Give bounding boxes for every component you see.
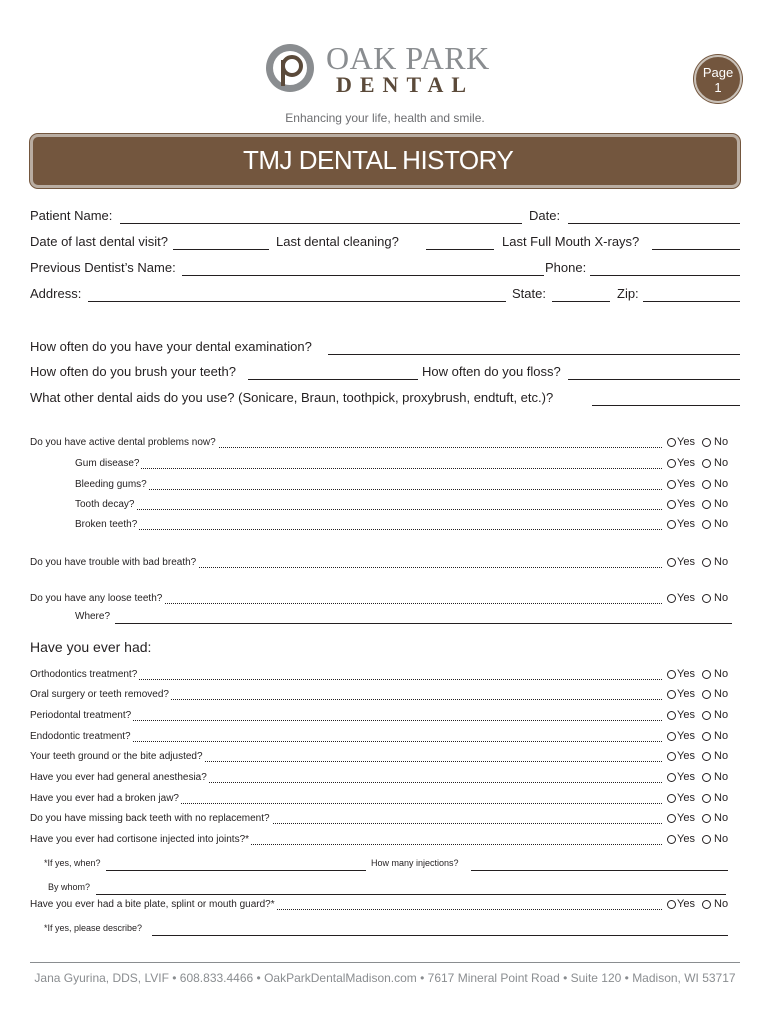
question-text: Do you have active dental problems now? — [30, 437, 216, 448]
no-label: No — [714, 668, 729, 680]
last-visit-label: Date of last dental visit? — [30, 234, 169, 249]
yes-radio[interactable] — [667, 438, 676, 447]
if-yes-when-field[interactable] — [106, 870, 366, 871]
injection-followup-row — [44, 858, 734, 874]
no-radio[interactable] — [702, 558, 711, 567]
no-radio[interactable] — [702, 732, 711, 741]
yes-no-choice — [667, 498, 737, 514]
previous-dentist-label: Previous Dentist’s Name: — [30, 260, 176, 275]
yes-label: Yes — [677, 518, 695, 530]
question-row — [75, 458, 662, 474]
no-radio[interactable] — [702, 520, 711, 529]
patient-name-row — [30, 208, 742, 228]
no-radio[interactable] — [702, 594, 711, 603]
state-label: State: — [512, 286, 546, 301]
last-xrays-label: Last Full Mouth X-rays? — [502, 234, 640, 249]
yes-label: Yes — [677, 668, 695, 680]
no-radio[interactable] — [702, 814, 711, 823]
question-text: Have you ever had general anesthesia? — [30, 772, 207, 783]
question-text: Have you ever had cortisone injected into joints?* — [30, 834, 250, 845]
describe-field[interactable] — [152, 935, 728, 936]
question-row — [30, 557, 662, 573]
yes-radio[interactable] — [667, 500, 676, 509]
state-field[interactable] — [552, 301, 610, 302]
no-radio[interactable] — [702, 480, 711, 489]
no-radio[interactable] — [702, 690, 711, 699]
previous-dentist-row — [30, 260, 742, 280]
yes-no-choice — [667, 436, 737, 452]
footer-contact: Jana Gyurina, DDS, LVIF • 608.833.4466 • OakParkDentalMadison.com • 7617 Mineral Point Road • Suite 120 • Madison, WI 53717 — [34, 971, 736, 985]
yes-radio[interactable] — [667, 520, 676, 529]
by-whom-label: By whom? — [48, 882, 91, 892]
yes-no-choice — [667, 478, 737, 494]
yes-no-choice — [667, 709, 737, 725]
yes-label: Yes — [677, 898, 695, 910]
question-text: Have you ever had a bite plate, splint or mouth guard?* — [30, 899, 275, 910]
question-text: Endodontic treatment? — [30, 731, 131, 742]
question-row — [30, 593, 662, 609]
logo — [264, 40, 524, 100]
yes-radio[interactable] — [667, 814, 676, 823]
no-radio[interactable] — [702, 835, 711, 844]
by-whom-field[interactable] — [96, 894, 726, 895]
if-yes-when-label: *If yes, when? — [44, 858, 101, 868]
visit-dates-row — [30, 234, 742, 254]
leader-dots — [75, 529, 662, 530]
no-label: No — [714, 592, 729, 604]
yes-no-choice — [667, 833, 737, 849]
yes-radio[interactable] — [667, 711, 676, 720]
brush-frequency-label: How often do you brush your teeth? — [30, 364, 236, 379]
yes-label: Yes — [677, 812, 695, 824]
yes-no-choice — [667, 730, 737, 746]
yes-no-choice — [667, 668, 737, 684]
no-radio[interactable] — [702, 670, 711, 679]
logo-text-oak-park: OAK PARK — [326, 40, 490, 76]
page-number-badge — [694, 55, 742, 103]
no-label: No — [714, 709, 729, 721]
no-radio[interactable] — [702, 794, 711, 803]
question-row — [30, 793, 662, 809]
yes-radio[interactable] — [667, 773, 676, 782]
yes-label: Yes — [677, 833, 695, 845]
phone-field[interactable] — [590, 275, 740, 276]
no-label: No — [714, 898, 729, 910]
last-cleaning-field[interactable] — [426, 249, 494, 250]
logo-mark-icon — [264, 42, 316, 94]
address-label: Address: — [30, 286, 82, 301]
question-text: Have you ever had a broken jaw? — [30, 793, 179, 804]
no-label: No — [714, 792, 729, 804]
have-you-ever-heading: Have you ever had: — [30, 639, 152, 655]
question-text: Tooth decay? — [75, 499, 135, 510]
brush-floss-row — [30, 364, 742, 384]
zip-field[interactable] — [643, 301, 740, 302]
no-label: No — [714, 478, 729, 490]
yes-radio[interactable] — [667, 732, 676, 741]
previous-dentist-field[interactable] — [182, 275, 544, 276]
how-many-injections-label: How many injections? — [371, 858, 459, 868]
logo-text-dental: DENTAL — [336, 72, 475, 97]
no-label: No — [714, 436, 729, 448]
question-row — [30, 669, 662, 685]
yes-no-choice — [667, 792, 737, 808]
describe-row — [44, 923, 734, 939]
form-title: TMJ DENTAL HISTORY — [243, 145, 514, 175]
yes-label: Yes — [677, 457, 695, 469]
dental-aids-label: What other dental aids do you use? (Sonicare, Braun, toothpick, proxybrush, endtuft, etc.)? — [30, 390, 554, 405]
question-text: Do you have missing back teeth with no replacement? — [30, 813, 270, 824]
dental-aids-field[interactable] — [592, 405, 740, 406]
yes-label: Yes — [677, 771, 695, 783]
zip-label: Zip: — [617, 286, 639, 301]
no-label: No — [714, 688, 729, 700]
address-field[interactable] — [88, 301, 506, 302]
yes-label: Yes — [677, 750, 695, 762]
question-row — [75, 479, 662, 495]
question-text: Oral surgery or teeth removed? — [30, 689, 169, 700]
no-radio[interactable] — [702, 500, 711, 509]
exam-frequency-row — [30, 339, 742, 359]
question-text: Gum disease? — [75, 458, 140, 469]
yes-no-choice — [667, 771, 737, 787]
question-text: Do you have any loose teeth? — [30, 593, 163, 604]
yes-radio[interactable] — [667, 690, 676, 699]
question-row — [30, 813, 662, 829]
where-row — [75, 611, 735, 627]
no-radio[interactable] — [702, 752, 711, 761]
leader-dots — [75, 489, 662, 490]
date-field[interactable] — [568, 223, 740, 224]
question-row — [30, 772, 662, 788]
yes-label: Yes — [677, 436, 695, 448]
question-row — [30, 731, 662, 747]
no-label: No — [714, 457, 729, 469]
no-label: No — [714, 750, 729, 762]
floss-frequency-field[interactable] — [568, 379, 740, 380]
where-field[interactable] — [115, 623, 732, 624]
page-number-text: Page 1 — [702, 65, 734, 95]
no-label: No — [714, 771, 729, 783]
no-label: No — [714, 518, 729, 530]
yes-radio[interactable] — [667, 835, 676, 844]
question-text: Your teeth ground or the bite adjusted? — [30, 751, 203, 762]
footer-divider — [30, 962, 740, 963]
question-row — [30, 834, 662, 850]
yes-radio[interactable] — [667, 670, 676, 679]
question-text: Bleeding gums? — [75, 479, 147, 490]
leader-dots — [75, 468, 662, 469]
yes-radio[interactable] — [667, 459, 676, 468]
no-radio[interactable] — [702, 438, 711, 447]
no-radio[interactable] — [702, 459, 711, 468]
where-label: Where? — [75, 611, 111, 622]
yes-radio[interactable] — [667, 794, 676, 803]
no-radio[interactable] — [702, 711, 711, 720]
yes-label: Yes — [677, 498, 695, 510]
title-banner — [30, 134, 740, 188]
yes-label: Yes — [677, 592, 695, 604]
by-whom-row — [48, 882, 730, 898]
last-visit-field[interactable] — [173, 249, 269, 250]
question-row — [30, 437, 662, 453]
yes-label: Yes — [677, 730, 695, 742]
last-xrays-field[interactable] — [652, 249, 740, 250]
dental-aids-row — [30, 390, 742, 410]
yes-radio[interactable] — [667, 594, 676, 603]
question-text: Periodontal treatment? — [30, 710, 132, 721]
question-row — [75, 499, 662, 515]
yes-label: Yes — [677, 688, 695, 700]
no-label: No — [714, 556, 729, 568]
address-row — [30, 286, 742, 306]
question-row — [30, 710, 662, 726]
exam-frequency-label: How often do you have your dental examination? — [30, 339, 312, 354]
tagline: Enhancing your life, health and smile. — [285, 111, 485, 125]
yes-no-choice — [667, 518, 737, 534]
yes-radio[interactable] — [667, 900, 676, 909]
question-row — [30, 689, 662, 705]
yes-radio[interactable] — [667, 480, 676, 489]
question-text: Do you have trouble with bad breath? — [30, 557, 197, 568]
yes-no-choice — [667, 898, 737, 914]
phone-label: Phone: — [545, 260, 587, 275]
yes-label: Yes — [677, 556, 695, 568]
question-row — [75, 519, 662, 535]
question-row — [30, 899, 662, 915]
yes-no-choice — [667, 592, 737, 608]
patient-name-field[interactable] — [120, 223, 522, 224]
floss-frequency-label: How often do you floss? — [422, 364, 561, 379]
question-text: Orthodontics treatment? — [30, 669, 138, 680]
no-label: No — [714, 730, 729, 742]
no-radio[interactable] — [702, 900, 711, 909]
date-label: Date: — [529, 208, 561, 223]
yes-no-choice — [667, 750, 737, 766]
brush-frequency-field[interactable] — [248, 379, 418, 380]
how-many-injections-field[interactable] — [471, 870, 728, 871]
yes-no-choice — [667, 812, 737, 828]
yes-label: Yes — [677, 709, 695, 721]
yes-radio[interactable] — [667, 752, 676, 761]
yes-no-choice — [667, 457, 737, 473]
exam-frequency-field[interactable] — [328, 354, 740, 355]
question-text: Broken teeth? — [75, 519, 138, 530]
yes-no-choice — [667, 688, 737, 704]
yes-no-choice — [667, 556, 737, 572]
describe-label: *If yes, please describe? — [44, 923, 143, 933]
yes-label: Yes — [677, 478, 695, 490]
leader-dots — [75, 509, 662, 510]
yes-radio[interactable] — [667, 558, 676, 567]
no-label: No — [714, 812, 729, 824]
no-label: No — [714, 498, 729, 510]
question-row — [30, 751, 662, 767]
no-radio[interactable] — [702, 773, 711, 782]
last-cleaning-label: Last dental cleaning? — [276, 234, 399, 249]
no-label: No — [714, 833, 729, 845]
yes-label: Yes — [677, 792, 695, 804]
patient-name-label: Patient Name: — [30, 208, 113, 223]
